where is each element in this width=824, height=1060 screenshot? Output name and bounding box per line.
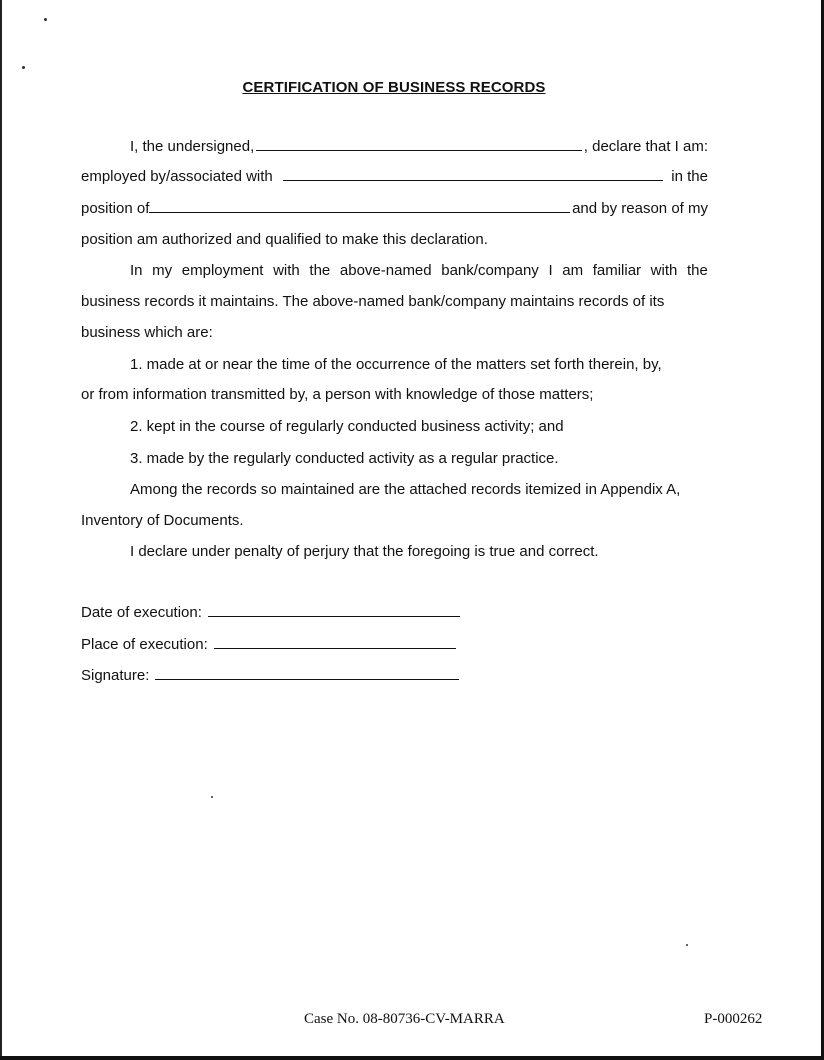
familiar-line-word: with xyxy=(273,262,300,279)
familiar-line xyxy=(81,261,708,281)
scan-speck xyxy=(22,66,25,69)
familiar-line-word: employment xyxy=(181,262,264,279)
date-of-execution-label: Date of execution: xyxy=(81,604,202,621)
familiar-line-word: familiar xyxy=(592,262,642,279)
item-2: 2. kept in the course of regularly conducted business activity; and xyxy=(130,418,564,435)
place-of-execution-blank[interactable] xyxy=(214,634,456,649)
position-blank[interactable] xyxy=(149,198,570,213)
scan-speck xyxy=(211,796,213,798)
bates-number: P-000262 xyxy=(704,1011,763,1027)
scan-edge-left xyxy=(0,0,2,1060)
declare-text: , declare that I am: xyxy=(583,138,708,155)
case-number: Case No. 08-80736-CV-MARRA xyxy=(304,1011,505,1027)
position-line xyxy=(81,198,708,219)
familiar-line-word: In xyxy=(130,262,143,279)
date-of-execution-row xyxy=(81,602,460,623)
perjury-declaration: I declare under penalty of perjury that the foregoing is true and correct. xyxy=(130,543,599,560)
employer-blank[interactable] xyxy=(283,166,664,181)
place-of-execution-label: Place of execution: xyxy=(81,636,208,653)
undersigned-line xyxy=(81,136,708,157)
place-of-execution-row xyxy=(81,634,456,655)
authorized-line: position am authorized and qualified to make this declaration. xyxy=(81,231,488,248)
familiar-line-word: above-named xyxy=(339,262,432,279)
familiar-line-word: the xyxy=(309,262,331,279)
business-which-line: business which are: xyxy=(81,324,213,341)
familiar-line-word: I xyxy=(548,262,553,279)
item-1-line-2: or from information transmitted by, a person with knowledge of those matters; xyxy=(81,386,594,403)
in-the-text: in the xyxy=(671,168,708,185)
item-3: 3. made by the regularly conducted activity as a regular practice. xyxy=(130,450,559,467)
item-1-line-1: 1. made at or near the time of the occurrence of the matters set forth therein, by, xyxy=(130,356,662,373)
document-title: CERTIFICATION OF BUSINESS RECORDS xyxy=(242,79,546,96)
undersigned-label: I, the undersigned, xyxy=(130,138,255,155)
records-maintained-line: Among the records so maintained are the attached records itemized in Appendix A, xyxy=(130,481,681,498)
familiar-line-word: the xyxy=(686,262,708,279)
familiar-line-word: my xyxy=(152,262,173,279)
inventory-line: Inventory of Documents. xyxy=(81,512,244,529)
position-label: position of xyxy=(81,200,150,217)
familiar-line-word: am xyxy=(562,262,584,279)
employer-label: employed by/associated with xyxy=(81,168,273,185)
scan-edge-bottom xyxy=(0,1056,824,1060)
scan-speck xyxy=(686,944,688,946)
scan-speck xyxy=(44,18,47,21)
signature-label: Signature: xyxy=(81,667,150,684)
signature-row xyxy=(81,665,459,686)
signature-blank[interactable] xyxy=(155,665,459,680)
familiar-line-word: with xyxy=(650,262,678,279)
date-of-execution-blank[interactable] xyxy=(208,602,460,617)
employer-line xyxy=(81,166,708,187)
familiar-line-word: bank/company xyxy=(441,262,539,279)
name-blank[interactable] xyxy=(256,136,582,151)
reason-text: and by reason of my xyxy=(572,200,708,217)
records-line: business records it maintains. The above-named bank/company maintains records of its xyxy=(81,293,665,310)
